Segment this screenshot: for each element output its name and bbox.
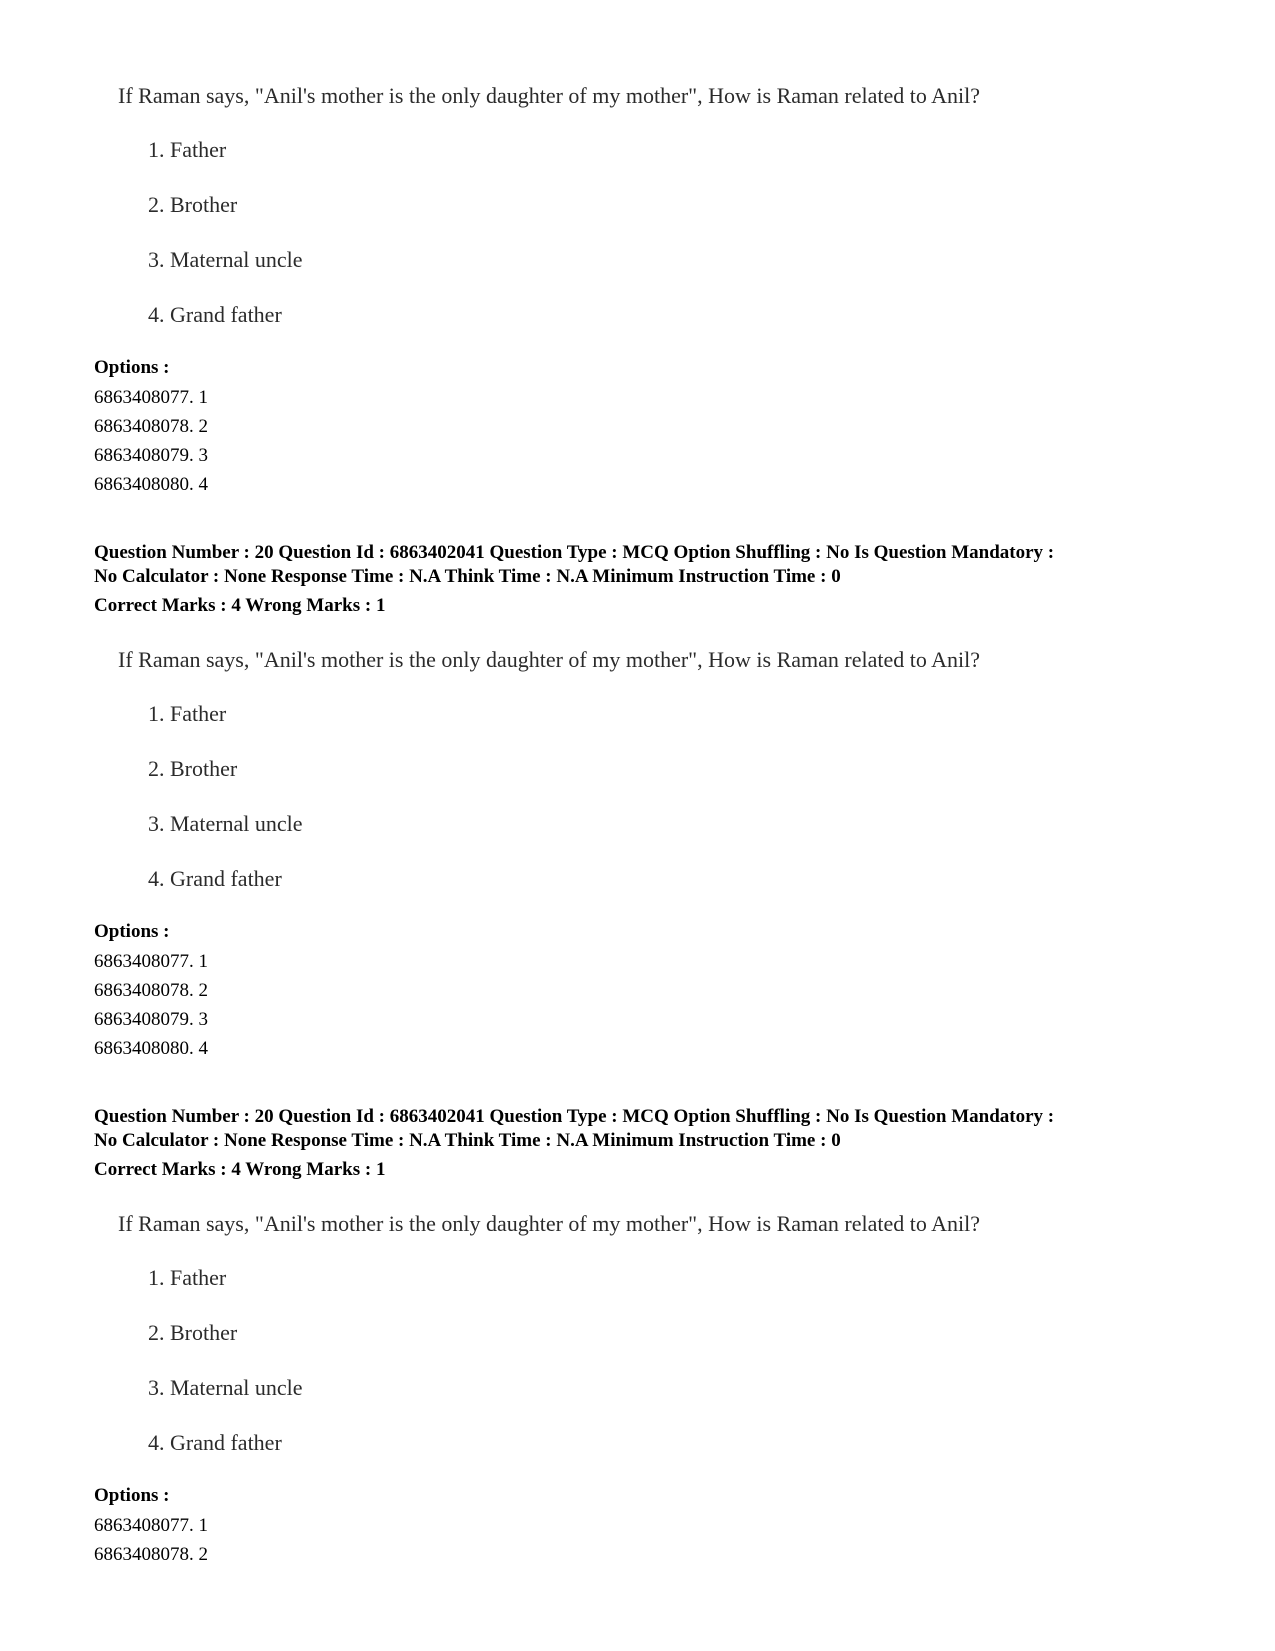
choice-item: 2. Brother bbox=[148, 756, 238, 781]
option-row: 6863408078. 2 bbox=[94, 416, 208, 437]
option-row: 6863408077. 1 bbox=[94, 951, 208, 972]
question-text: If Raman says, "Anil's mother is the only daughter of my mother", How is Raman related to Anil? bbox=[118, 1211, 981, 1236]
question-meta-line: Question Number : 20 Question Id : 6863402041 Question Type : MCQ Option Shuffling : No Is Question Mandatory : bbox=[94, 1106, 1055, 1127]
option-row: 6863408077. 1 bbox=[94, 387, 208, 408]
choice-item: 2. Brother bbox=[148, 1320, 238, 1345]
choice-item: 3. Maternal uncle bbox=[148, 811, 303, 836]
option-row: 6863408077. 1 bbox=[94, 1515, 208, 1536]
option-row: 6863408079. 3 bbox=[94, 1009, 208, 1030]
choice-item: 3. Maternal uncle bbox=[148, 1375, 303, 1400]
marks-line: Correct Marks : 4 Wrong Marks : 1 bbox=[94, 1159, 386, 1180]
choice-item: 1. Father bbox=[148, 1265, 227, 1290]
options-label: Options : bbox=[94, 1485, 170, 1506]
choice-item: 2. Brother bbox=[148, 192, 238, 217]
option-row: 6863408078. 2 bbox=[94, 1544, 208, 1565]
option-row: 6863408080. 4 bbox=[94, 474, 208, 495]
options-label: Options : bbox=[94, 357, 170, 378]
choice-item: 4. Grand father bbox=[148, 866, 282, 891]
choice-item: 1. Father bbox=[148, 701, 227, 726]
question-meta-line: No Calculator : None Response Time : N.A Think Time : N.A Minimum Instruction Time : 0 bbox=[94, 1130, 841, 1151]
question-text: If Raman says, "Anil's mother is the only daughter of my mother", How is Raman related to Anil? bbox=[118, 647, 981, 672]
question-meta-line: Question Number : 20 Question Id : 6863402041 Question Type : MCQ Option Shuffling : No Is Question Mandatory : bbox=[94, 542, 1055, 563]
option-row: 6863408080. 4 bbox=[94, 1038, 208, 1059]
options-label: Options : bbox=[94, 921, 170, 942]
option-row: 6863408078. 2 bbox=[94, 980, 208, 1001]
question-text: If Raman says, "Anil's mother is the only daughter of my mother", How is Raman related to Anil? bbox=[118, 83, 981, 108]
choice-item: 4. Grand father bbox=[148, 302, 282, 327]
choice-item: 4. Grand father bbox=[148, 1430, 282, 1455]
choice-item: 3. Maternal uncle bbox=[148, 247, 303, 272]
question-meta-line: No Calculator : None Response Time : N.A Think Time : N.A Minimum Instruction Time : 0 bbox=[94, 566, 841, 587]
choice-item: 1. Father bbox=[148, 137, 227, 162]
option-row: 6863408079. 3 bbox=[94, 445, 208, 466]
marks-line: Correct Marks : 4 Wrong Marks : 1 bbox=[94, 595, 386, 616]
